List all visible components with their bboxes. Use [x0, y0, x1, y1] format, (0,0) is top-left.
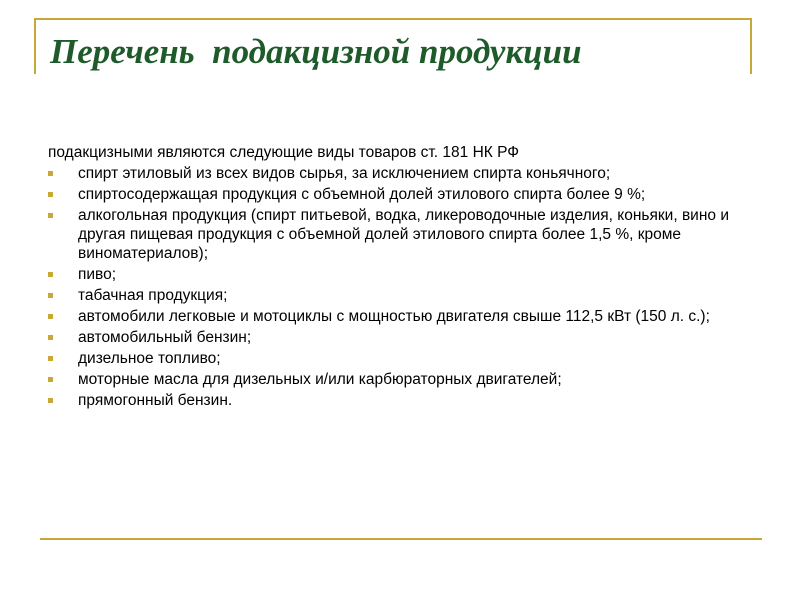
- list-item: [48, 185, 758, 204]
- list-item: [48, 164, 758, 183]
- list-item: [48, 307, 758, 326]
- square-bullet-icon: [48, 398, 53, 403]
- square-bullet-icon: [48, 272, 53, 277]
- square-bullet-icon: [48, 335, 53, 340]
- list-item: [48, 328, 758, 347]
- list-item-text: автомобили легковые и мотоциклы с мощностью двигателя свыше 112,5 кВт (150 л. с.);: [78, 308, 710, 325]
- slide-title: Перечень подакцизной продукции: [50, 32, 582, 71]
- square-bullet-icon: [48, 192, 53, 197]
- list-item: [48, 349, 758, 368]
- list-item-text: моторные масла для дизельных и/или карбюраторных двигателей;: [78, 371, 562, 388]
- title-frame-top-line: [34, 18, 752, 20]
- slide-content: [48, 143, 758, 412]
- title-frame-left-line: [34, 18, 36, 74]
- square-bullet-icon: [48, 293, 53, 298]
- square-bullet-icon: [48, 314, 53, 319]
- list-item: [48, 206, 758, 263]
- list-item-text: спиртосодержащая продукция с объемной долей этилового спирта более 9 %;: [78, 186, 646, 203]
- title-frame-right-line: [750, 18, 752, 74]
- square-bullet-icon: [48, 213, 53, 218]
- list-item-text: дизельное топливо;: [78, 350, 221, 367]
- list-item: [48, 286, 758, 305]
- product-list: [48, 164, 758, 410]
- intro-text: подакцизными являются следующие виды товаров ст. 181 НК РФ: [48, 144, 520, 161]
- list-item-text: автомобильный бензин;: [78, 329, 252, 346]
- footer-divider-line: [40, 538, 762, 540]
- list-item-text: табачная продукция;: [78, 287, 228, 304]
- list-item-text: прямогонный бензин.: [78, 392, 233, 409]
- square-bullet-icon: [48, 171, 53, 176]
- square-bullet-icon: [48, 377, 53, 382]
- list-item: [48, 370, 758, 389]
- list-item-text: алкогольная продукция (спирт питьевой, водка, ликероводочные изделия, коньяки, вино и другая пищевая продукция с объемной долей этилового спирта более 1,5 %, кроме виноматериалов);: [78, 207, 729, 262]
- list-item-text: спирт этиловый из всех видов сырья, за исключением спирта коньячного;: [78, 165, 611, 182]
- list-item-text: пиво;: [78, 266, 117, 283]
- list-item: [48, 391, 758, 410]
- list-item: [48, 265, 758, 284]
- square-bullet-icon: [48, 356, 53, 361]
